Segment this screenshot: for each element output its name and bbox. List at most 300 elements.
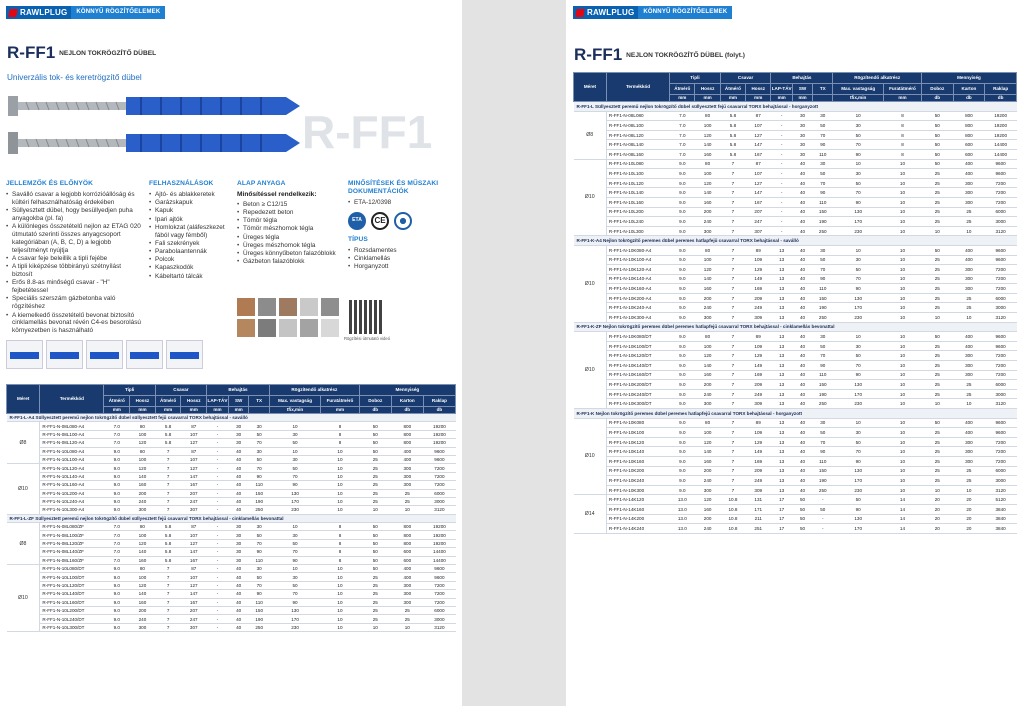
table-cell: 8 [321,531,360,539]
installation-step-icon [86,340,123,369]
list-item: • Repedezett beton [237,209,341,217]
table-cell: 25 [359,606,391,614]
table-cell: 300 [953,437,985,447]
table-row [574,399,1017,409]
table-cell: 130 [269,606,320,614]
table-cell: 10 [883,418,921,428]
table-cell: 50 [833,130,884,140]
table-cell: 25 [359,573,391,581]
table-cell: 6000 [423,606,455,614]
table-cell: 7 [155,615,181,623]
table-cell: - [207,539,229,547]
table-cell: 3000 [423,615,455,623]
list-item: • Gázbeton falazóblokk [237,258,341,266]
table-cell: 50 [359,422,391,430]
table-cell: 10 [883,265,921,275]
column-header: Raklap [985,84,1017,95]
table-cell: 9.0 [670,351,695,361]
table-cell: 50 [359,430,391,438]
table-row [574,207,1017,217]
table-cell: 20 [921,514,953,524]
table-cell: 7200 [423,590,455,598]
table-cell: 7200 [423,472,455,480]
table-cell: 9.0 [104,506,130,514]
product-code-cell: R-FF1-N-10K120 [606,437,669,447]
table-cell: 109 [746,255,771,265]
table-cell: 209 [746,293,771,303]
table-cell: 10 [883,476,921,486]
table-cell: 209 [746,466,771,476]
table-cell: 70 [249,581,270,589]
table-row [7,447,456,455]
table-cell: 9.0 [104,447,130,455]
table-cell: 167 [181,481,207,489]
table-cell: 10 [833,245,884,255]
table-cell: 109 [746,428,771,438]
table-cell: 7.0 [670,111,695,121]
table-row [574,217,1017,227]
logo-text: RAWLPLUG [20,8,68,17]
column-header: Hossz [181,396,207,407]
table-cell: 10 [883,428,921,438]
section-title: R-FF1-K-A4 Nejlon tokrögzítő peremes dübel peremes hatlapfejű csavarral TORX behajtással - saválló [574,236,1017,246]
table-cell: 9.0 [670,361,695,371]
size-cell: Ø14 [574,495,607,533]
product-code-cell: R-FF1-N-10L120-A4 [40,464,104,472]
table-cell: 300 [695,485,720,495]
table-cell: 50 [921,130,953,140]
table-cell: 25 [921,361,953,371]
table-cell: 3000 [985,476,1017,486]
table-cell: 9.0 [104,455,130,463]
table-cell: 10 [953,313,985,323]
table-cell: 7 [720,169,745,179]
table-cell: - [771,226,793,236]
column-header: Karton [953,84,985,95]
table-cell: 150 [813,466,833,476]
table-cell: 90 [813,140,833,150]
table-cell: 7 [720,207,745,217]
column-header: Max. vastagság [269,396,320,407]
list-item: • Ipari ajtók [149,216,237,224]
product-code-cell: R-FF1-N-10L140-A4 [40,472,104,480]
table-cell: 14400 [985,149,1017,159]
table-cell: 160 [695,149,720,159]
table-cell: 10 [953,399,985,409]
table-cell: 240 [695,389,720,399]
table-cell: 14 [883,495,921,505]
table-cell: 9.0 [670,255,695,265]
table-cell: - [207,523,229,531]
table-cell: 110 [249,598,270,606]
table-cell: 30 [792,149,812,159]
table-cell: 40 [792,207,812,217]
table-row [574,351,1017,361]
table-cell: 7200 [985,274,1017,284]
product-code-cell: R-FF1-N-10K160-A4 [606,284,669,294]
table-cell: 150 [813,207,833,217]
table-cell: 30 [792,111,812,121]
table-cell: 50 [792,504,812,514]
product-code-cell: R-FF1-N-08L100/ZF [40,531,104,539]
table-cell: 70 [813,130,833,140]
table-row [574,274,1017,284]
section-title: R-FF1-L-A4 Süllyesztett peremű nejlon tokrögzítő dübel süllyesztett fejű csavarral TORX behajtással - saválló [7,414,456,422]
column-header: db [985,95,1017,102]
table-cell: - [771,207,793,217]
table-cell: 80 [695,418,720,428]
table-cell: 160 [695,456,720,466]
table-cell: 30 [228,539,249,547]
table-cell: 13.0 [670,524,695,534]
table-cell: 19200 [985,111,1017,121]
column-header: LAP-TÁV [771,84,793,95]
table-cell: 160 [130,598,156,606]
table-cell: 50 [813,341,833,351]
table-cell: 25 [921,341,953,351]
table-cell: 10 [321,447,360,455]
table-row [574,130,1017,140]
table-cell: 80 [130,447,156,455]
table-cell: 5.8 [720,130,745,140]
table-cell: - [771,159,793,169]
product-code-cell: R-FF1-N-10L100-A4 [40,455,104,463]
table-cell: 300 [695,313,720,323]
product-code-cell: R-FF1-N-10K080/DT [606,332,669,342]
table-cell: 170 [269,615,320,623]
table-cell: 190 [249,615,270,623]
table-row [574,332,1017,342]
uses-heading: FELHASZNÁLÁSOK [149,180,214,187]
table-cell: 30 [269,531,320,539]
table-cell: 50 [359,539,391,547]
product-code-cell: R-FF1-N-10L120/DT [40,581,104,589]
table-cell: 10 [953,485,985,495]
table-cell: 20 [953,504,985,514]
table-cell: - [771,197,793,207]
product-code-cell: R-FF1-N-08L140 [606,140,669,150]
table-cell: 5.8 [155,531,181,539]
product-code-cell: R-FF1-N-08L100-A4 [40,430,104,438]
table-cell: 30 [228,523,249,531]
table-cell: 40 [792,370,812,380]
column-header: Doboz [359,396,391,407]
table-cell: 50 [833,265,884,275]
column-header: Átmérő [670,84,695,95]
table-cell: 90 [269,556,320,564]
table-cell: 50 [813,504,833,514]
table-cell: 7 [155,472,181,480]
table-cell: 300 [391,481,423,489]
table-cell: 7 [720,456,745,466]
features-section [6,180,141,336]
table-cell: - [207,489,229,497]
product-code-cell: R-FF1-N-10K300 [606,485,669,495]
table-cell: 127 [181,464,207,472]
table-cell: 8 [321,523,360,531]
table-cell: 13 [771,447,793,457]
table-cell: 80 [130,523,156,531]
table-cell: 40 [792,466,812,476]
table-cell: 7200 [985,178,1017,188]
table-cell: 800 [391,539,423,547]
table-row [7,581,456,589]
table-cell: 90 [833,504,884,514]
qr-code-icon[interactable] [349,300,383,334]
table-cell: 25 [921,255,953,265]
table-row [574,313,1017,323]
list-item: • Üreges mészhomok tégla [237,242,341,250]
table-cell: 127 [181,539,207,547]
table-cell: 30 [249,447,270,455]
table-cell: 167 [746,149,771,159]
table-cell: 8 [321,556,360,564]
table-cell: 25 [359,455,391,463]
table-cell: 90 [249,590,270,598]
table-cell: 87 [746,111,771,121]
table-cell: 9.0 [670,169,695,179]
table-cell: 9.0 [670,293,695,303]
table-cell: 150 [249,606,270,614]
table-cell: 300 [391,472,423,480]
table-cell: 160 [695,504,720,514]
column-header: Furatátmérő [883,84,921,95]
table-cell: 7.0 [104,430,130,438]
table-cell: 90 [269,481,320,489]
list-item: • Kapaszkodók [149,264,237,272]
list-item: • Rozsdamentes [348,247,456,255]
table-cell: 7.0 [670,121,695,131]
table-cell: 250 [813,485,833,495]
table-cell: 110 [813,149,833,159]
table-cell: 7.0 [104,539,130,547]
table-cell: 167 [746,197,771,207]
product-table-1 [6,384,456,632]
table-cell: 70 [813,265,833,275]
table-cell: 10 [921,226,953,236]
table-cell: - [207,573,229,581]
table-cell: 50 [249,573,270,581]
table-cell: 10 [321,623,360,631]
table-cell: 13 [771,245,793,255]
table-cell: 90 [813,274,833,284]
product-code-cell: R-FF1-N-10K140/DT [606,361,669,371]
table-cell: 9.0 [670,447,695,457]
brand-mark-icon [575,9,585,17]
screw-bottom [8,132,300,154]
table-cell: 10 [321,565,360,573]
size-cell: Ø8 [7,523,40,565]
table-cell: 90 [813,188,833,198]
table-cell: 50 [813,169,833,179]
list-item: • A csavar feje beleillik a tipli fejébe [6,255,141,263]
table-cell: 30 [813,332,833,342]
table-cell: 40 [792,476,812,486]
table-cell: 25 [921,389,953,399]
table-cell: 9.0 [670,274,695,284]
table-cell: 169 [746,456,771,466]
table-cell: 25 [359,615,391,623]
table-cell: 160 [695,284,720,294]
table-cell: 10 [883,293,921,303]
table-cell: 7 [720,437,745,447]
brand-tagline: KÖNNYŰ RÖGZÍTŐELEMEK [71,6,165,19]
table-cell: 25 [921,188,953,198]
table-cell: 3840 [985,504,1017,514]
table-cell: 10 [883,178,921,188]
table-cell: 9.0 [104,497,130,505]
table-cell: 120 [130,464,156,472]
table-cell: 80 [130,422,156,430]
table-cell: 309 [746,313,771,323]
table-section-header [574,409,1017,419]
table-cell: 9.0 [104,573,130,581]
table-cell: 40 [792,245,812,255]
table-cell: 9.0 [670,418,695,428]
product-code-cell: R-FF1-N-10K100/DT [606,341,669,351]
table-cell: 40 [792,274,812,284]
table-cell: 90 [833,370,884,380]
table-cell: 10 [883,217,921,227]
column-header: mm [695,95,720,102]
installation-step-icon [166,340,203,369]
table-cell: 100 [130,573,156,581]
table-cell: 70 [249,539,270,547]
table-cell: 800 [953,111,985,121]
list-item: • Saválló csavar a legjobb korrózióállóság és kültéri felhasználhatóság érdekében [6,191,141,207]
table-cell: 50 [249,531,270,539]
product-code-cell: R-FF1-N-10K200-A4 [606,293,669,303]
table-cell: 40 [228,455,249,463]
column-header: mm [670,95,695,102]
table-cell: 8 [883,111,921,121]
table-cell: 13.0 [670,504,695,514]
table-cell: 7 [720,303,745,313]
table-row [7,523,456,531]
table-cell: 30 [249,523,270,531]
table-cell: 107 [181,430,207,438]
table-row [574,121,1017,131]
table-cell: 7 [155,464,181,472]
table-cell: 800 [391,422,423,430]
table-cell: 200 [695,207,720,217]
product-tagline: Univerzális tok- és keretrögzítő dübel [7,73,142,82]
brand-bar [573,6,732,19]
table-cell: - [207,606,229,614]
product-code-cell: R-FF1-N-10K300-A4 [606,313,669,323]
table-cell: 14 [883,524,921,534]
table-cell: 9.0 [670,370,695,380]
table-cell: 40 [792,197,812,207]
table-cell: 100 [130,430,156,438]
column-header: Mennyiség [921,73,1016,84]
table-cell: 20 [953,514,985,524]
table-cell: 3120 [985,226,1017,236]
product-code-cell: R-FF1-N-10K100 [606,428,669,438]
table-cell: 50 [813,255,833,265]
table-cell: 200 [130,606,156,614]
table-cell: 50 [359,531,391,539]
table-cell: 13 [771,361,793,371]
size-cell: Ø10 [574,245,607,322]
table-cell: 70 [813,178,833,188]
table-cell: - [771,149,793,159]
table-cell: 10 [883,188,921,198]
table-cell: 140 [130,590,156,598]
table-cell: 110 [813,456,833,466]
table-cell: - [207,590,229,598]
table-cell: 10 [321,606,360,614]
table-cell: 40 [228,573,249,581]
table-cell: 70 [249,464,270,472]
table-cell: 30 [792,121,812,131]
table-cell: 10 [883,274,921,284]
column-header: mm [207,407,229,414]
table-row [7,606,456,614]
table-cell: 10 [359,623,391,631]
table-cell: 50 [921,245,953,255]
table-cell: 250 [813,399,833,409]
installation-step-icon [6,340,43,369]
table-cell: 50 [359,565,391,573]
table-cell: 7 [720,476,745,486]
table-row [574,437,1017,447]
table-cell: 100 [695,341,720,351]
table-cell: 300 [391,464,423,472]
column-header [813,95,833,102]
table-cell: 10 [883,255,921,265]
table-cell: 5.8 [155,422,181,430]
table-cell: 19200 [423,531,455,539]
table-cell: 30 [813,111,833,121]
table-cell: 7 [720,361,745,371]
table-cell: 7 [720,217,745,227]
table-cell: 171 [746,504,771,514]
table-cell: 300 [695,399,720,409]
table-cell: 300 [953,178,985,188]
brand-bar [6,6,165,19]
table-cell: 150 [249,489,270,497]
table-cell: 140 [695,361,720,371]
table-cell: 209 [746,380,771,390]
table-row [574,447,1017,457]
table-section-header [7,514,456,522]
table-cell: 7 [720,447,745,457]
table-cell: 13 [771,437,793,447]
table-cell: 10 [921,485,953,495]
table-row [574,178,1017,188]
table-row [574,303,1017,313]
table-cell: 7200 [985,197,1017,207]
table-cell: 5.8 [720,140,745,150]
table-cell: 19200 [423,539,455,547]
table-cell: 100 [695,121,720,131]
table-cell: 120 [695,178,720,188]
column-header: mm [181,407,207,414]
table-cell: 13 [771,274,793,284]
column-header: Max. vastagság [833,84,884,95]
table-cell: 25 [921,197,953,207]
qr-caption: Rögzítési útmutató videó [343,336,391,341]
table-cell: 70 [833,274,884,284]
table-cell: 87 [181,422,207,430]
table-cell: 300 [953,265,985,275]
table-cell: 10 [883,466,921,476]
table-cell: 3120 [985,399,1017,409]
table-cell: 400 [953,418,985,428]
table-cell: 307 [746,226,771,236]
table-row [574,265,1017,275]
